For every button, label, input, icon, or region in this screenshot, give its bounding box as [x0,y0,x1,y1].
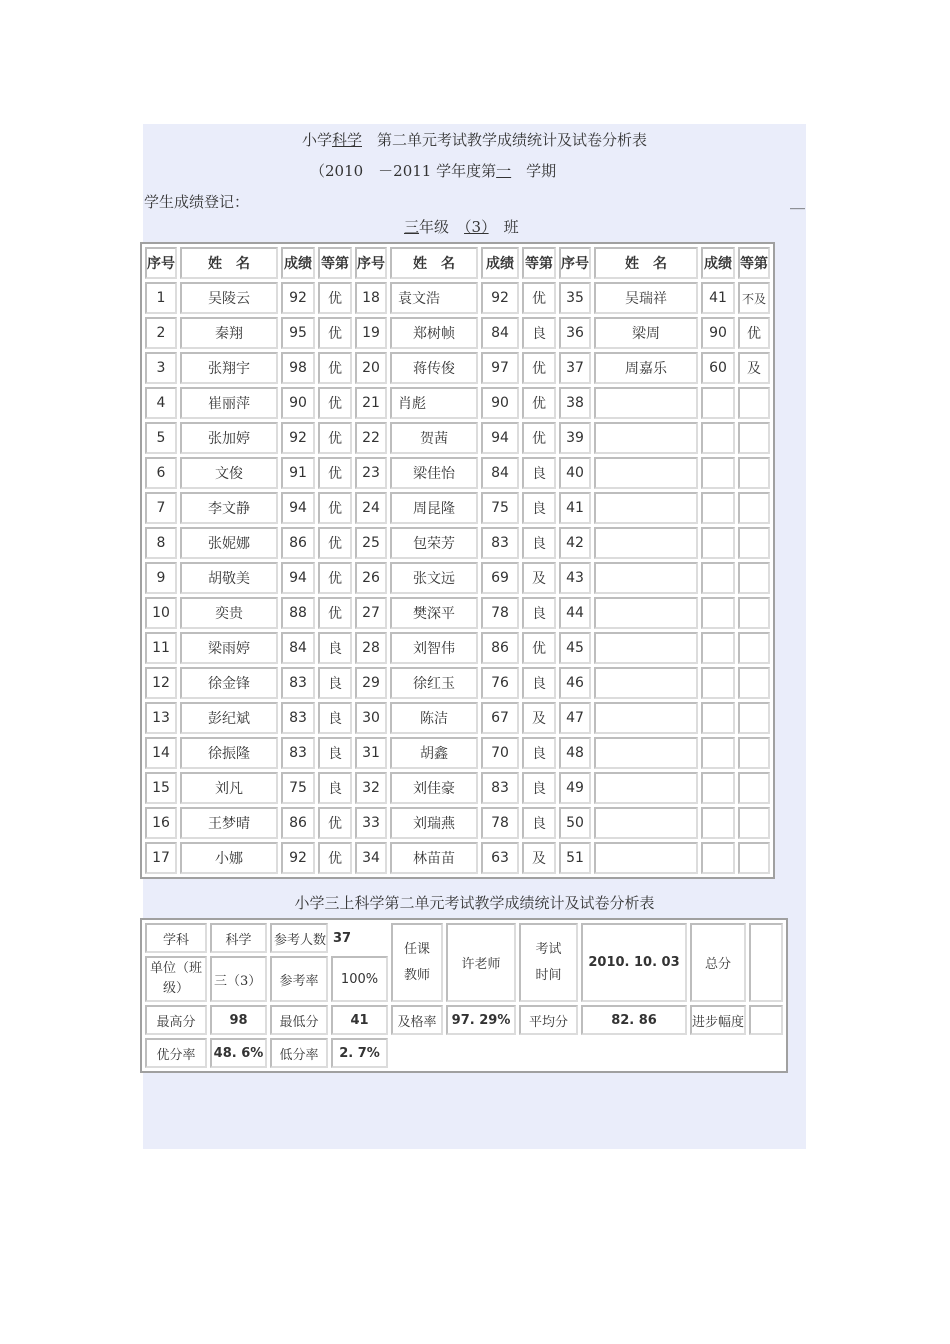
table-row [145,632,770,664]
score-cell: 91 [281,457,315,489]
grade-cell [738,737,770,769]
seq-cell: 24 [355,492,387,524]
avg-value: 82. 86 [581,1005,687,1035]
name-cell: 胡鑫 [390,737,478,769]
score-cell [701,597,735,629]
seq-cell: 27 [355,597,387,629]
name-cell [594,492,698,524]
table-row [145,597,770,629]
column-header: 序号 [355,247,387,279]
grade-cell: 优 [318,597,352,629]
seq-cell: 22 [355,422,387,454]
name-cell: 贺茜 [390,422,478,454]
score-cell: 94 [481,422,519,454]
grade-cell: 优 [318,387,352,419]
seq-cell: 25 [355,527,387,559]
score-cell: 75 [481,492,519,524]
score-cell: 63 [481,842,519,874]
grade-cell: 良 [318,772,352,804]
grade-cell: 优 [522,387,556,419]
name-cell: 秦翔 [180,317,278,349]
header-row [145,247,770,279]
grade-rest: 年级 [419,218,450,236]
pass-value: 97. 29% [446,1005,516,1035]
title-subject: 科学 [331,131,362,149]
score-cell: 92 [281,842,315,874]
name-cell: 彭纪斌 [180,702,278,734]
score-cell: 75 [281,772,315,804]
table-row [145,492,770,524]
name-cell: 李文静 [180,492,278,524]
name-cell [594,527,698,559]
seq-cell: 16 [145,807,177,839]
seq-cell: 11 [145,632,177,664]
grade-cell: 良 [522,457,556,489]
score-cell: 84 [281,632,315,664]
column-header: 姓 名 [180,247,278,279]
seq-cell: 7 [145,492,177,524]
seq-cell: 50 [559,807,591,839]
seq-cell: 41 [559,492,591,524]
name-cell: 徐振隆 [180,737,278,769]
name-cell: 周嘉乐 [594,352,698,384]
min-label: 最低分 [270,1005,328,1035]
score-cell: 84 [481,317,519,349]
grade-cell [738,492,770,524]
score-cell: 86 [281,527,315,559]
grade-cell [738,597,770,629]
seq-cell: 17 [145,842,177,874]
score-cell: 67 [481,702,519,734]
register-label: 学生成绩登记： [144,193,250,211]
score-cell [701,527,735,559]
grade-cell [738,387,770,419]
seq-cell: 47 [559,702,591,734]
grade-cell: 良 [522,737,556,769]
class-suffix: 班 [503,218,519,236]
grade-cell [738,457,770,489]
column-header: 序号 [145,247,177,279]
score-table [140,242,775,879]
table-row [145,352,770,384]
score-cell: 97 [481,352,519,384]
seq-cell: 45 [559,632,591,664]
seq-cell: 6 [145,457,177,489]
column-header: 姓 名 [594,247,698,279]
name-cell: 徐红玉 [390,667,478,699]
score-cell: 86 [281,807,315,839]
seq-cell: 4 [145,387,177,419]
teacher-label [391,923,443,1002]
table-row [145,317,770,349]
seq-cell: 36 [559,317,591,349]
seq-cell: 43 [559,562,591,594]
seq-cell: 33 [355,807,387,839]
column-header: 等第 [318,247,352,279]
score-cell [701,842,735,874]
score-cell: 92 [281,422,315,454]
score-cell: 83 [281,667,315,699]
name-cell: 小娜 [180,842,278,874]
score-cell: 41 [701,282,735,314]
grade-cell: 及 [522,842,556,874]
seq-cell: 18 [355,282,387,314]
score-cell [701,422,735,454]
score-cell: 76 [481,667,519,699]
name-cell: 吴瑞祥 [594,282,698,314]
term-part2: 一 [496,162,512,180]
grade-cell: 优 [522,352,556,384]
seq-cell: 26 [355,562,387,594]
name-cell: 张妮娜 [180,527,278,559]
name-cell [594,737,698,769]
table-row [145,282,770,314]
name-cell: 刘凡 [180,772,278,804]
grade-cell: 优 [318,842,352,874]
score-cell: 60 [701,352,735,384]
subject-label: 学科 [145,923,207,953]
grade-cell [738,702,770,734]
name-cell: 刘佳豪 [390,772,478,804]
score-cell: 70 [481,737,519,769]
name-cell [594,632,698,664]
name-cell: 刘智伟 [390,632,478,664]
grade-cell: 优 [318,317,352,349]
column-header: 姓 名 [390,247,478,279]
seq-cell: 31 [355,737,387,769]
grade-cell [738,667,770,699]
seq-cell: 37 [559,352,591,384]
grade-cell: 及 [522,702,556,734]
seq-cell: 51 [559,842,591,874]
grade-cell: 优 [522,632,556,664]
name-cell: 陈洁 [390,702,478,734]
name-cell [594,807,698,839]
name-cell: 包荣芳 [390,527,478,559]
grade-cell: 优 [318,422,352,454]
seq-cell: 40 [559,457,591,489]
score-cell [701,667,735,699]
grade-cell: 良 [522,527,556,559]
score-cell: 95 [281,317,315,349]
term-part1: （2010 －2011 学年度第 [310,162,497,180]
score-cell: 86 [481,632,519,664]
grade-cell: 良 [522,597,556,629]
grade-cell: 优 [522,422,556,454]
summary-title: 小学三上科学第二单元考试教学成绩统计及试卷分析表 [294,894,655,912]
seq-cell: 23 [355,457,387,489]
score-cell: 90 [281,387,315,419]
name-cell [594,702,698,734]
teacher-label-text: 任课教师 [404,941,431,983]
seq-cell: 32 [355,772,387,804]
score-cell [701,562,735,594]
avg-label: 平均分 [519,1005,578,1035]
score-cell: 83 [281,702,315,734]
table-row [145,807,770,839]
name-cell [594,422,698,454]
seq-cell: 20 [355,352,387,384]
grade-cell [738,562,770,594]
table-row [145,667,770,699]
score-cell [701,387,735,419]
participants-value: 37 [333,930,352,946]
name-cell [594,667,698,699]
seq-cell: 10 [145,597,177,629]
term-line [310,160,556,181]
column-header: 等第 [522,247,556,279]
grade-cell: 良 [318,632,352,664]
name-cell: 文俊 [180,457,278,489]
score-cell: 98 [281,352,315,384]
table-row [145,702,770,734]
name-cell: 吴陵云 [180,282,278,314]
column-header: 序号 [559,247,591,279]
seq-cell: 2 [145,317,177,349]
score-cell: 92 [481,282,519,314]
grade-cell: 优 [318,352,352,384]
name-cell [594,772,698,804]
score-cell [701,807,735,839]
name-cell: 张加婷 [180,422,278,454]
seq-cell: 49 [559,772,591,804]
excellent-label: 优分率 [145,1038,207,1068]
score-cell [701,632,735,664]
score-cell: 90 [701,317,735,349]
grade-cell: 良 [522,667,556,699]
seq-cell: 28 [355,632,387,664]
table-row [145,737,770,769]
seq-cell: 9 [145,562,177,594]
excellent-value: 48. 6% [210,1038,267,1068]
name-cell [594,597,698,629]
name-cell: 肖彪 [390,387,478,419]
seq-cell: 12 [145,667,177,699]
grade-cell: 优 [318,282,352,314]
seq-cell: 44 [559,597,591,629]
score-cell: 78 [481,807,519,839]
seq-cell: 39 [559,422,591,454]
name-cell: 梁周 [594,317,698,349]
score-cell: 83 [481,527,519,559]
grade-cell: 良 [522,317,556,349]
score-cell [701,702,735,734]
seq-cell: 21 [355,387,387,419]
seq-cell: 13 [145,702,177,734]
score-cell: 90 [481,387,519,419]
title-suffix: 第二单元考试教学成绩统计及试卷分析表 [362,131,648,149]
name-cell: 张文远 [390,562,478,594]
grade-cell: 优 [318,492,352,524]
grade-cell: 及 [738,352,770,384]
grade-cell: 优 [318,527,352,559]
grade-first: 三 [404,218,420,236]
name-cell: 樊深平 [390,597,478,629]
grade-cell [738,632,770,664]
table-row [145,422,770,454]
score-cell: 83 [481,772,519,804]
grade-cell: 及 [522,562,556,594]
unit-value: 三（3） [210,956,267,1002]
seq-cell: 38 [559,387,591,419]
unit-label: 单位（班级） [145,956,207,1002]
table-row [145,562,770,594]
exam-time-label [519,923,578,1002]
score-cell [701,457,735,489]
column-header: 成绩 [281,247,315,279]
title-prefix: 小学 [301,131,332,149]
grade-cell [738,422,770,454]
score-cell: 69 [481,562,519,594]
table-row [145,772,770,804]
low-label: 低分率 [270,1038,328,1068]
low-value: 2. 7% [331,1038,388,1068]
grade-cell: 良 [318,702,352,734]
teacher-value: 许老师 [446,923,516,1002]
grade-cell [738,842,770,874]
progress-value [749,1005,783,1035]
exam-time-label-text: 考试时间 [535,941,562,983]
name-cell: 奕贵 [180,597,278,629]
rate-label: 参考率 [270,956,328,1002]
seq-cell: 14 [145,737,177,769]
column-header: 成绩 [701,247,735,279]
summary-blank [391,1038,783,1068]
class-number: （3） [464,218,489,236]
grade-cell: 良 [318,667,352,699]
name-cell [594,387,698,419]
seq-cell: 19 [355,317,387,349]
seq-cell: 15 [145,772,177,804]
grade-cell: 优 [522,282,556,314]
participants-label: 参考人数 [270,923,328,953]
seq-cell: 29 [355,667,387,699]
seq-cell: 3 [145,352,177,384]
seq-cell: 34 [355,842,387,874]
name-cell: 周昆隆 [390,492,478,524]
name-cell: 郑树帧 [390,317,478,349]
table-row [145,457,770,489]
name-cell: 梁雨婷 [180,632,278,664]
progress-label: 进步幅度 [690,1005,746,1035]
table-row [145,387,770,419]
name-cell [594,562,698,594]
name-cell: 蒋传俊 [390,352,478,384]
grade-cell: 优 [738,317,770,349]
name-cell: 胡敬美 [180,562,278,594]
name-cell: 林苗苗 [390,842,478,874]
exam-time-value: 2010. 10. 03 [581,923,687,1002]
grade-cell: 良 [522,807,556,839]
name-cell [594,457,698,489]
summary-table [140,918,788,1073]
score-cell: 83 [281,737,315,769]
subject-value: 科学 [210,923,267,953]
score-cell: 88 [281,597,315,629]
table-row [145,842,770,874]
term-part3: 学期 [511,162,557,180]
seq-cell: 35 [559,282,591,314]
class-line [404,216,519,237]
seq-cell: 1 [145,282,177,314]
grade-cell: 优 [318,807,352,839]
score-cell: 78 [481,597,519,629]
grade-cell: 优 [318,457,352,489]
column-header: 成绩 [481,247,519,279]
blank-line: ＿ [790,193,806,211]
score-cell: 94 [281,492,315,524]
seq-cell: 46 [559,667,591,699]
score-cell [701,492,735,524]
column-header: 等第 [738,247,770,279]
seq-cell: 8 [145,527,177,559]
page-title [143,129,806,150]
seq-cell: 5 [145,422,177,454]
name-cell: 梁佳怡 [390,457,478,489]
name-cell: 王梦晴 [180,807,278,839]
total-label: 总分 [690,923,746,1002]
score-cell: 94 [281,562,315,594]
grade-cell: 不及 [738,282,770,314]
min-value: 41 [331,1005,388,1035]
name-cell [594,842,698,874]
grade-cell [738,527,770,559]
rate-value: 100% [331,956,388,1002]
grade-cell: 良 [522,492,556,524]
grade-cell [738,772,770,804]
grade-cell: 优 [318,562,352,594]
grade-cell [738,807,770,839]
seq-cell: 48 [559,737,591,769]
max-value: 98 [210,1005,267,1035]
table-row [145,527,770,559]
score-cell [701,737,735,769]
max-label: 最高分 [145,1005,207,1035]
score-cell [701,772,735,804]
score-cell: 92 [281,282,315,314]
score-cell: 84 [481,457,519,489]
seq-cell: 30 [355,702,387,734]
name-cell: 刘瑞燕 [390,807,478,839]
name-cell: 崔丽萍 [180,387,278,419]
grade-cell: 良 [318,737,352,769]
pass-label: 及格率 [391,1005,443,1035]
seq-cell: 42 [559,527,591,559]
total-value [749,923,783,1002]
name-cell: 徐金锋 [180,667,278,699]
grade-cell: 良 [522,772,556,804]
name-cell: 张翔宇 [180,352,278,384]
name-cell: 袁文浩 [390,282,478,314]
